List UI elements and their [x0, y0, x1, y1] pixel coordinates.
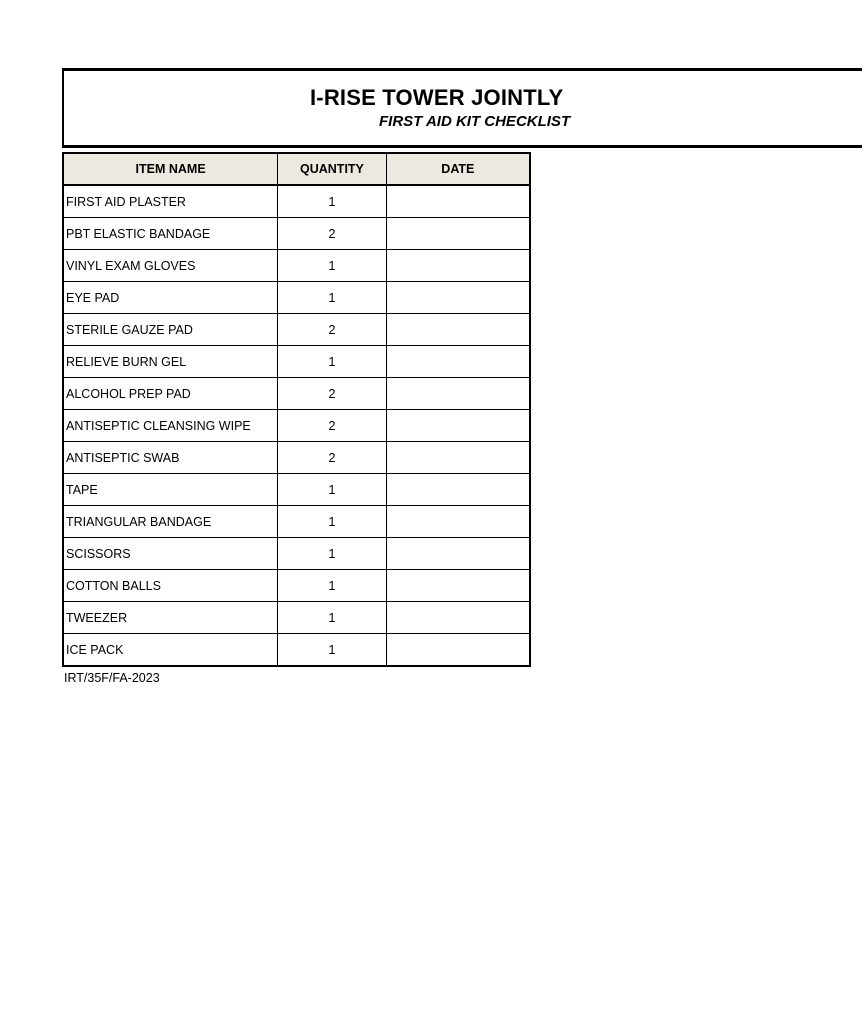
item-name-cell: RELIEVE BURN GEL [63, 346, 278, 378]
table-row [63, 378, 530, 410]
quantity-cell: 2 [278, 314, 387, 346]
column-header-date: DATE [386, 153, 530, 185]
quantity-cell: 1 [278, 634, 387, 667]
date-cell[interactable] [386, 538, 530, 570]
date-cell[interactable] [386, 474, 530, 506]
table-row [63, 506, 530, 538]
column-header-item-name: ITEM NAME [63, 153, 278, 185]
quantity-cell: 2 [278, 442, 387, 474]
quantity-cell: 1 [278, 570, 387, 602]
date-cell[interactable] [386, 602, 530, 634]
table-row [63, 602, 530, 634]
document-code: IRT/35F/FA-2023 [64, 671, 160, 685]
item-name-cell: STERILE GAUZE PAD [63, 314, 278, 346]
checklist-table [62, 152, 531, 667]
quantity-cell: 1 [278, 506, 387, 538]
quantity-cell: 2 [278, 410, 387, 442]
item-name-cell: VINYL EXAM GLOVES [63, 250, 278, 282]
table-row [63, 185, 530, 218]
column-header-quantity: QUANTITY [278, 153, 387, 185]
date-cell[interactable] [386, 378, 530, 410]
table-row [63, 346, 530, 378]
date-cell[interactable] [386, 570, 530, 602]
date-cell[interactable] [386, 410, 530, 442]
item-name-cell: PBT ELASTIC BANDAGE [63, 218, 278, 250]
quantity-cell: 1 [278, 538, 387, 570]
quantity-cell: 2 [278, 378, 387, 410]
table-row [63, 250, 530, 282]
table-header-row [63, 153, 530, 185]
date-cell[interactable] [386, 506, 530, 538]
item-name-cell: ANTISEPTIC CLEANSING WIPE [63, 410, 278, 442]
date-cell[interactable] [386, 250, 530, 282]
document-title: I-RISE TOWER JOINTLY [310, 85, 564, 110]
date-cell[interactable] [386, 314, 530, 346]
item-name-cell: ALCOHOL PREP PAD [63, 378, 278, 410]
table-row [63, 218, 530, 250]
quantity-cell: 1 [278, 250, 387, 282]
item-name-cell: COTTON BALLS [63, 570, 278, 602]
table-row [63, 282, 530, 314]
item-name-cell: TAPE [63, 474, 278, 506]
checklist-sheet [62, 68, 571, 668]
title-block [62, 68, 862, 148]
quantity-cell: 1 [278, 282, 387, 314]
table-row [63, 410, 530, 442]
table-row [63, 314, 530, 346]
date-cell[interactable] [386, 634, 530, 667]
item-name-cell: EYE PAD [63, 282, 278, 314]
item-name-cell: SCISSORS [63, 538, 278, 570]
table-row [63, 474, 530, 506]
date-cell[interactable] [386, 185, 530, 218]
document-subtitle: FIRST AID KIT CHECKLIST [379, 113, 571, 130]
item-name-cell: TWEEZER [63, 602, 278, 634]
item-name-cell: FIRST AID PLASTER [63, 185, 278, 218]
quantity-cell: 1 [278, 185, 387, 218]
item-name-cell: ICE PACK [63, 634, 278, 667]
date-cell[interactable] [386, 346, 530, 378]
quantity-cell: 1 [278, 474, 387, 506]
table-row [63, 570, 530, 602]
date-cell[interactable] [386, 218, 530, 250]
date-cell[interactable] [386, 282, 530, 314]
table-row [63, 634, 530, 667]
quantity-cell: 1 [278, 602, 387, 634]
quantity-cell: 2 [278, 218, 387, 250]
item-name-cell: ANTISEPTIC SWAB [63, 442, 278, 474]
date-cell[interactable] [386, 442, 530, 474]
table-row [63, 442, 530, 474]
quantity-cell: 1 [278, 346, 387, 378]
table-row [63, 538, 530, 570]
item-name-cell: TRIANGULAR BANDAGE [63, 506, 278, 538]
table-body [63, 185, 530, 666]
